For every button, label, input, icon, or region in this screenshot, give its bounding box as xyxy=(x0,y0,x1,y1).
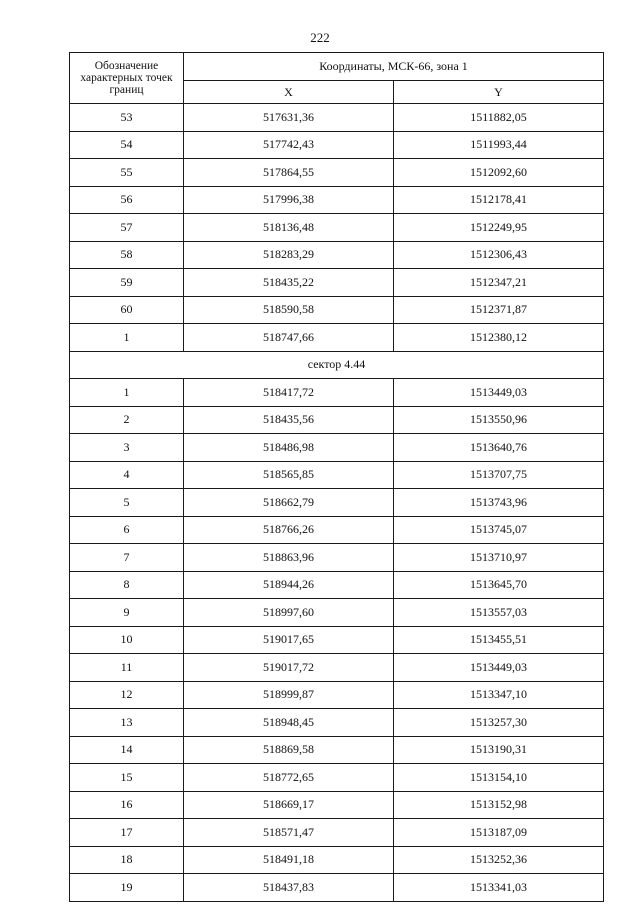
x-coordinate-cell: 518772,65 xyxy=(184,764,394,792)
table-row xyxy=(70,186,604,214)
point-number-cell: 56 xyxy=(70,186,184,214)
section-body xyxy=(70,351,604,379)
point-number-cell: 54 xyxy=(70,131,184,159)
x-coordinate-cell: 518766,26 xyxy=(184,516,394,544)
point-number-cell: 7 xyxy=(70,544,184,572)
table-row xyxy=(70,241,604,269)
table-row xyxy=(70,489,604,517)
y-coordinate-cell: 1512380,12 xyxy=(394,324,604,352)
group1-body xyxy=(70,104,604,352)
table-row xyxy=(70,736,604,764)
x-coordinate-cell: 518491,18 xyxy=(184,846,394,874)
table-row xyxy=(70,159,604,187)
y-coordinate-cell: 1513557,03 xyxy=(394,599,604,627)
table-row xyxy=(70,709,604,737)
table-row xyxy=(70,874,604,902)
x-coordinate-cell: 518435,56 xyxy=(184,406,394,434)
table-row xyxy=(70,434,604,462)
point-number-cell: 6 xyxy=(70,516,184,544)
x-coordinate-cell: 518417,72 xyxy=(184,379,394,407)
coordinates-table xyxy=(69,52,604,902)
x-coordinate-cell: 518437,83 xyxy=(184,874,394,902)
table-row xyxy=(70,379,604,407)
x-coordinate-cell: 518136,48 xyxy=(184,214,394,242)
section-label: сектор 4.44 xyxy=(70,351,604,379)
x-coordinate-cell: 518565,85 xyxy=(184,461,394,489)
y-coordinate-cell: 1513449,03 xyxy=(394,654,604,682)
y-coordinate-cell: 1511882,05 xyxy=(394,104,604,132)
y-coordinate-cell: 1511993,44 xyxy=(394,131,604,159)
table-row xyxy=(70,599,604,627)
table-row xyxy=(70,791,604,819)
x-coordinate-cell: 518999,87 xyxy=(184,681,394,709)
x-coordinate-cell: 518869,58 xyxy=(184,736,394,764)
x-coordinate-cell: 518669,17 xyxy=(184,791,394,819)
point-number-cell: 1 xyxy=(70,379,184,407)
table-row xyxy=(70,654,604,682)
x-coordinate-cell: 517742,43 xyxy=(184,131,394,159)
table-row xyxy=(70,544,604,572)
point-number-cell: 12 xyxy=(70,681,184,709)
x-coordinate-cell: 517864,55 xyxy=(184,159,394,187)
table-row xyxy=(70,681,604,709)
x-coordinate-cell: 519017,72 xyxy=(184,654,394,682)
table-row xyxy=(70,324,604,352)
point-number-cell: 10 xyxy=(70,626,184,654)
point-number-cell: 2 xyxy=(70,406,184,434)
y-coordinate-cell: 1512347,21 xyxy=(394,269,604,297)
point-number-cell: 5 xyxy=(70,489,184,517)
table-row xyxy=(70,296,604,324)
point-number-cell: 3 xyxy=(70,434,184,462)
table-row xyxy=(70,846,604,874)
x-coordinate-cell: 518747,66 xyxy=(184,324,394,352)
y-coordinate-cell: 1512306,43 xyxy=(394,241,604,269)
y-coordinate-cell: 1513347,10 xyxy=(394,681,604,709)
y-coordinate-cell: 1513710,97 xyxy=(394,544,604,572)
x-coordinate-cell: 518435,22 xyxy=(184,269,394,297)
point-number-cell: 60 xyxy=(70,296,184,324)
point-number-cell: 13 xyxy=(70,709,184,737)
x-coordinate-cell: 518863,96 xyxy=(184,544,394,572)
point-number-cell: 53 xyxy=(70,104,184,132)
point-number-cell: 9 xyxy=(70,599,184,627)
y-coordinate-cell: 1513707,75 xyxy=(394,461,604,489)
table-row xyxy=(70,214,604,242)
x-coordinate-cell: 518997,60 xyxy=(184,599,394,627)
point-number-cell: 59 xyxy=(70,269,184,297)
table-row xyxy=(70,764,604,792)
x-header: X xyxy=(184,81,394,104)
y-coordinate-cell: 1513455,51 xyxy=(394,626,604,654)
table-row xyxy=(70,131,604,159)
point-number-cell: 57 xyxy=(70,214,184,242)
y-coordinate-cell: 1513154,10 xyxy=(394,764,604,792)
x-coordinate-cell: 517996,38 xyxy=(184,186,394,214)
point-number-cell: 11 xyxy=(70,654,184,682)
table-row xyxy=(70,461,604,489)
x-coordinate-cell: 518486,98 xyxy=(184,434,394,462)
y-header: Y xyxy=(394,81,604,104)
y-coordinate-cell: 1512178,41 xyxy=(394,186,604,214)
point-number-cell: 14 xyxy=(70,736,184,764)
table-row xyxy=(70,406,604,434)
y-coordinate-cell: 1513152,98 xyxy=(394,791,604,819)
table-row xyxy=(70,819,604,847)
point-number-cell: 55 xyxy=(70,159,184,187)
y-coordinate-cell: 1513640,76 xyxy=(394,434,604,462)
x-coordinate-cell: 517631,36 xyxy=(184,104,394,132)
point-number-cell: 4 xyxy=(70,461,184,489)
y-coordinate-cell: 1512249,95 xyxy=(394,214,604,242)
point-number-cell: 18 xyxy=(70,846,184,874)
group2-body xyxy=(70,379,604,902)
point-number-cell: 15 xyxy=(70,764,184,792)
coords-header: Координаты, МСК-66, зона 1 xyxy=(184,53,604,81)
x-coordinate-cell: 519017,65 xyxy=(184,626,394,654)
point-number-cell: 17 xyxy=(70,819,184,847)
table-row xyxy=(70,269,604,297)
x-coordinate-cell: 518662,79 xyxy=(184,489,394,517)
table-row xyxy=(70,626,604,654)
y-coordinate-cell: 1513645,70 xyxy=(394,571,604,599)
y-coordinate-cell: 1513745,07 xyxy=(394,516,604,544)
y-coordinate-cell: 1513252,36 xyxy=(394,846,604,874)
y-coordinate-cell: 1512092,60 xyxy=(394,159,604,187)
x-coordinate-cell: 518571,47 xyxy=(184,819,394,847)
x-coordinate-cell: 518283,29 xyxy=(184,241,394,269)
table-row xyxy=(70,104,604,132)
point-number-cell: 1 xyxy=(70,324,184,352)
x-coordinate-cell: 518590,58 xyxy=(184,296,394,324)
y-coordinate-cell: 1513550,96 xyxy=(394,406,604,434)
point-number-cell: 16 xyxy=(70,791,184,819)
point-header: Обозначение характерных точек границ xyxy=(70,53,184,104)
x-coordinate-cell: 518948,45 xyxy=(184,709,394,737)
table-header-row xyxy=(70,53,604,81)
table-row xyxy=(70,571,604,599)
section-row xyxy=(70,351,604,379)
point-number-cell: 8 xyxy=(70,571,184,599)
point-number-cell: 19 xyxy=(70,874,184,902)
x-coordinate-cell: 518944,26 xyxy=(184,571,394,599)
y-coordinate-cell: 1513743,96 xyxy=(394,489,604,517)
y-coordinate-cell: 1513187,09 xyxy=(394,819,604,847)
y-coordinate-cell: 1513341,03 xyxy=(394,874,604,902)
page-number: 222 xyxy=(310,30,330,45)
point-number-cell: 58 xyxy=(70,241,184,269)
y-coordinate-cell: 1513449,03 xyxy=(394,379,604,407)
table-row xyxy=(70,516,604,544)
y-coordinate-cell: 1512371,87 xyxy=(394,296,604,324)
y-coordinate-cell: 1513190,31 xyxy=(394,736,604,764)
y-coordinate-cell: 1513257,30 xyxy=(394,709,604,737)
